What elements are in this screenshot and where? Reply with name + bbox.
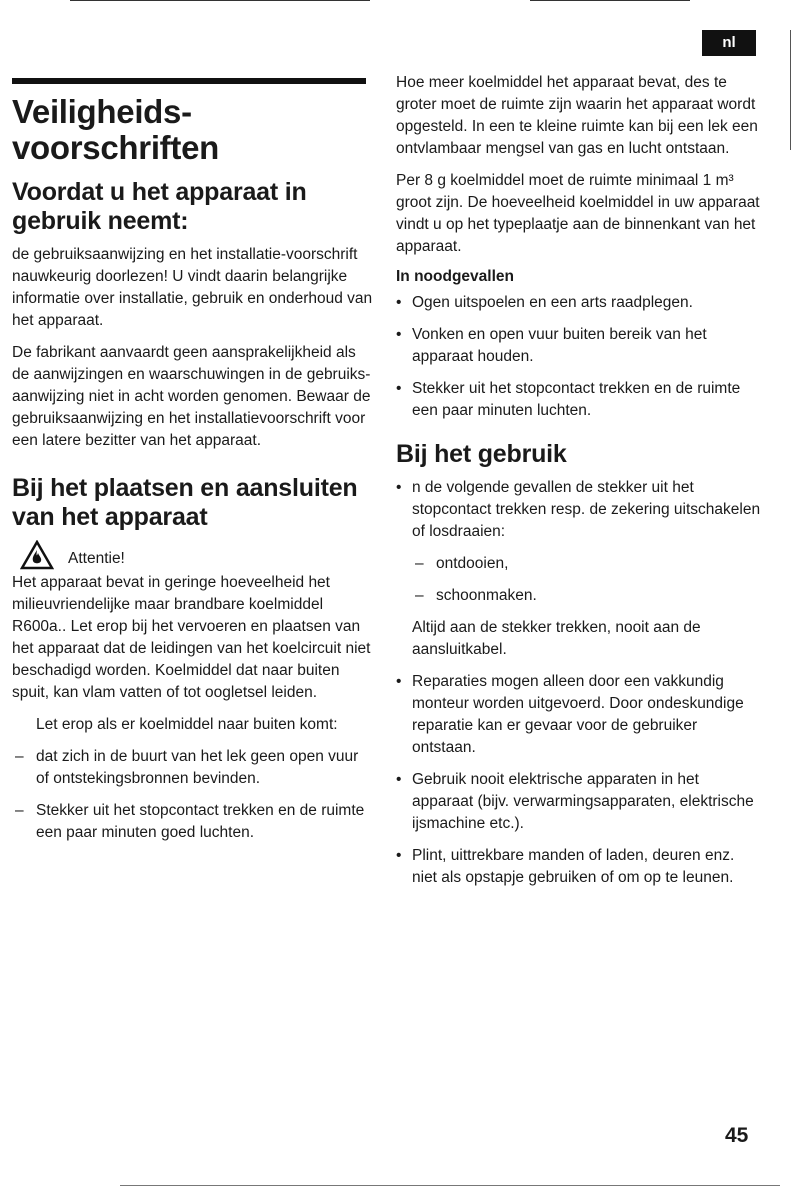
section-heading-usage: Bij het gebruik: [396, 440, 567, 468]
unplug-cases-list: [396, 553, 762, 607]
paragraph-refrigerant: Het apparaat bevat in geringe hoeveelheid het milieuvriendelijke maar brandbare koelmiddel R600a.. Let erop bij het vervoeren en plaatsen van het apparaat dat de leidingen van het koelcircuit niet beschadigd worden. Koelmiddel dat naar buiten spuit, kan vlam vatten of tot oogletsel leiden.: [12, 574, 371, 701]
unplug-instruction: n de volgende gevallen de stekker uit het stopcontact trekken resp. de zekering uitschakelen of losdraaien:: [412, 479, 761, 540]
scan-edge-top-left: [70, 0, 370, 1]
usage-list-more: [396, 671, 762, 889]
language-tab: nl: [702, 30, 756, 56]
list-item: • Ogen uitspoelen en een arts raadplegen.: [396, 292, 762, 314]
list-item: • Plint, uittrekbare manden of laden, deuren enz. niet als opstapje gebruiken of om op te leunen.: [396, 845, 762, 889]
list-item: • Stekker uit het stopcontact trekken en de ruimte een paar minuten luchten.: [396, 378, 762, 422]
list-item: • Gebruik nooit elektrische apparaten in het apparaat (bijv. verwarmingsapparaten, elektrische ijsmachine etc.).: [396, 769, 762, 835]
paragraph-room-size: Hoe meer koelmiddel het apparaat bevat, des te groter moet de ruimte zijn waarin het apparaat wordt opgesteld. In een te kleine ruimte kan bij een lek een ontvlambaar mengsel van gas en lucht ontstaan.: [396, 74, 758, 157]
paragraph-read-instructions: de gebruiksaanwijzing en het installatie-voorschrift nauwkeurig doorlezen! U vindt daarin belangrijke informatie over installatie, gebruik en onderhoud van het apparaat.: [12, 246, 373, 329]
page-number: 45: [725, 1124, 749, 1147]
flammable-warning-icon: [20, 540, 54, 570]
list-item: – schoonmaken.: [412, 585, 762, 607]
title-rule: [12, 78, 366, 84]
attention-label: Attentie!: [68, 550, 125, 567]
paragraph-refrigerant-amount: Per 8 g koelmiddel moet de ruimte minimaal 1 m³ groot zijn. De hoeveelheid koelmiddel in uw apparaat vindt u op het typeplaatje aan de binnenkant van het apparaat.: [396, 172, 760, 255]
scan-edge-top-right: [530, 0, 690, 1]
note-leak: Let erop als er koelmiddel naar buiten komt:: [36, 716, 338, 733]
usage-list: [396, 477, 762, 543]
list-item: – dat zich in de buurt van het lek geen open vuur of ontstekingsbronnen bevinden.: [12, 746, 374, 790]
right-column: [396, 72, 762, 899]
attention-block: [20, 540, 374, 570]
left-column: [12, 78, 374, 854]
section-heading-before-use: Voordat u het apparaat in gebruik neemt:: [12, 178, 307, 235]
list-item: • Reparaties mogen alleen door een vakkundig monteur worden uitgevoerd. Door ondeskundige reparatie kan er gevaar voor de gebruiker ontstaan.: [396, 671, 762, 759]
paragraph-liability: De fabrikant aanvaardt geen aansprakelijkheid als de aanwijzingen en waarschuwingen in de gebruiks- aanwijzing niet in acht worden genomen. Bewaar de gebruiksaanwijzing en het installatievoorschrift voor een latere bezitter van het apparaat.: [12, 344, 371, 449]
leak-instructions-list: [12, 746, 374, 844]
emergency-list: [396, 292, 762, 422]
scan-edge-bottom: [120, 1185, 780, 1186]
scan-edge-right: [790, 30, 791, 150]
section-heading-installation: Bij het plaatsen en aansluiten van het apparaat: [12, 474, 358, 531]
unplug-note: Altijd aan de stekker trekken, nooit aan de aansluitkabel.: [412, 619, 701, 658]
list-item: – ontdooien,: [412, 553, 762, 575]
list-item: – Stekker uit het stopcontact trekken en de ruimte een paar minuten goed luchten.: [12, 800, 374, 844]
emergency-heading: In noodgevallen: [396, 268, 514, 285]
page-title: Veiligheids- voorschriften: [12, 93, 219, 166]
list-item: • Vonken en open vuur buiten bereik van het apparaat houden.: [396, 324, 762, 368]
list-item: [396, 477, 762, 543]
